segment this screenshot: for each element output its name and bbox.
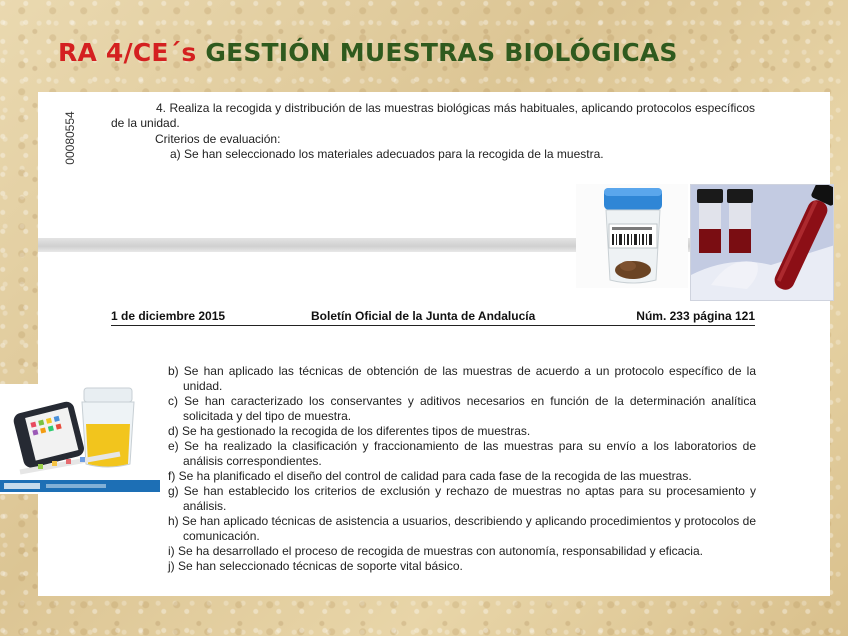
urine-test-icon [0,384,160,494]
criterion-item: c) Se han caracterizado los conservantes y aditivos necesarios en función de la determinación analítica solicitada y del tipo de muestra. [168,394,756,423]
criteria-heading: Criterios de evaluación: [155,132,281,146]
title-prefix: RA 4/CE´s [58,38,197,67]
criterion-item: f) Se ha planificado el diseño del control de calidad para cada fase de la recogida de las muestras. [168,469,692,483]
criterion-item: j) Se han seleccionado técnicas de soporte vital básico. [168,559,463,573]
criteria-list [168,364,756,574]
document-id-text: 00080554 [63,111,77,165]
criterion-item: g) Se han establecido los criterios de exclusión y rechazo de muestras no aptas para su procesamiento y análisis. [168,484,756,513]
bulletin-header [111,307,755,326]
criterion-item: h) Se han aplicado técnicas de asistencia a usuarios, describiendo y aplicando procedimientos y protocolos de comunicación. [168,514,756,543]
bulletin-number: Núm. 233 página 121 [636,309,755,323]
title-main: GESTIÓN MUESTRAS BIOLÓGICAS [205,38,678,67]
criterion-item: b) Se han aplicado las técnicas de obtención de las muestras de acuerdo a un protocolo específico de la unidad. [168,364,756,393]
paragraph-4: 4. Realiza la recogida y distribución de las muestras biológicas más habituales, aplicando protocolos específicos de la unidad. [111,101,755,130]
criterion-item: d) Se ha gestionado la recogida de los diferentes tipos de muestras. [168,424,531,438]
bulletin-name: Boletín Oficial de la Junta de Andalucía [311,309,536,323]
criterion-item: i) Se ha desarrollado el proceso de recogida de muestras con autonomía, responsabilidad y eficacia. [168,544,703,558]
specimen-container-icon [576,184,688,288]
blood-tubes-icon [690,184,834,301]
bulletin-date: 1 de diciembre 2015 [111,309,226,323]
document-id [58,102,82,172]
criterion-item: e) Se ha realizado la clasificación y fraccionamiento de las muestras para su envío a los laboratorios de análisis correspondientes. [168,439,756,468]
slide-title [58,38,678,67]
criterion-a: a) Se han seleccionado los materiales adecuados para la recogida de la muestra. [170,147,604,161]
